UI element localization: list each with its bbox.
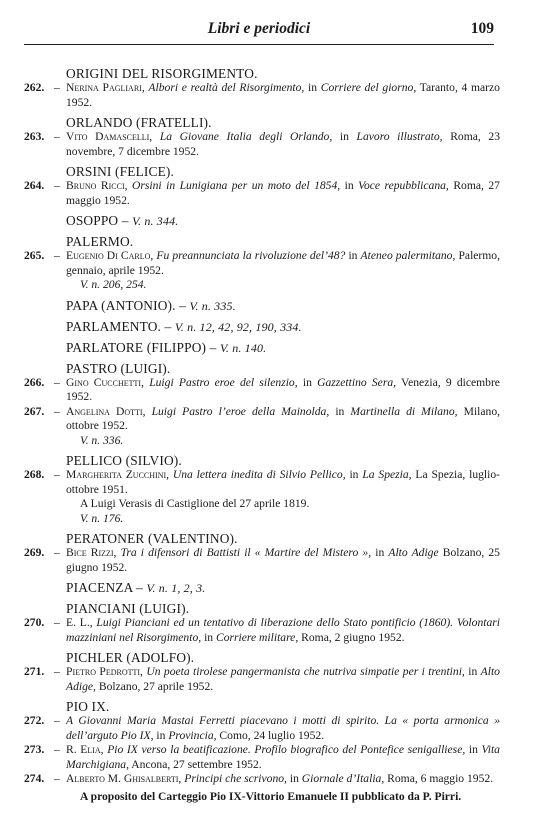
entry-body <box>66 130 500 159</box>
entry-author: Bice Rizzi, <box>66 546 117 559</box>
entry-number: 274. <box>24 772 45 785</box>
entry-body <box>66 546 500 575</box>
entry-source: Vita Marchigiana, <box>66 743 500 771</box>
entry-dash: – <box>54 468 60 481</box>
entry-connector: in <box>349 468 359 481</box>
section-heading-text: PICHLER (ADOLFO). <box>66 650 195 665</box>
entry-source: Corriere del giorno, <box>320 81 417 94</box>
entry-body <box>66 376 500 405</box>
entry-title: Principi che scrivono, <box>184 772 287 785</box>
entry-author: E. L., <box>66 616 93 629</box>
entry-dash: – <box>54 404 60 418</box>
entry-number: 269. <box>24 546 45 559</box>
running-title: Libri e periodici <box>207 20 311 37</box>
entry-source: Gazzettino Sera, <box>317 375 397 389</box>
entry-connector: in <box>302 375 312 389</box>
section-heading <box>66 699 500 714</box>
entry-dash: – <box>54 546 60 559</box>
entry-place-date: Bolzano, 27 aprile 1952. <box>98 679 214 693</box>
entry-title: Tra i difensori di Battisti il « Martire del Mistero », <box>120 546 372 559</box>
entry-body <box>66 616 500 645</box>
entry-number: 267. <box>24 404 45 418</box>
entry-dash: – <box>54 665 60 678</box>
entry-cross-reference: V. n. 176. <box>80 511 124 525</box>
entry-dash: – <box>54 743 60 756</box>
section-heading-text: PALERMO. <box>66 234 134 249</box>
entry-note: A Luigi Verasis di Castiglione del 27 aprile 1819. <box>80 497 310 510</box>
bibliography-entry <box>24 665 500 694</box>
bibliography-entry <box>24 743 500 772</box>
entry-connector: in <box>339 130 349 143</box>
section-heading <box>66 361 500 376</box>
entry-place-date: Roma, 6 maggio 1952. <box>387 772 494 785</box>
section-heading-text: ORIGINI DEL RISORGIMENTO. <box>66 66 258 81</box>
entry-body <box>66 468 500 497</box>
section-heading-text: PELLICO (SILVIO). <box>66 453 182 468</box>
bibliography-entry <box>24 179 500 208</box>
entry-place-date: Milano, ottobre 1952. <box>66 404 501 432</box>
entry-body <box>66 179 500 208</box>
entry-note: A proposito del Carteggio Pio IX-Vittorio Emanuele II pubblicato da P. Pirri. <box>80 789 462 803</box>
entry-place-date: La Spezia, luglio-ottobre 1951. <box>66 468 501 496</box>
entry-body <box>66 249 500 278</box>
entry-author: Margherita Zucchini, <box>66 468 170 481</box>
entry-connector: in <box>335 404 345 418</box>
entry-source: Alto Adige, <box>66 665 500 693</box>
bibliography-entry <box>24 772 500 804</box>
bibliography-entry <box>24 249 500 293</box>
entry-author: R. Elia, <box>66 743 104 756</box>
bibliography-entry <box>24 405 500 449</box>
entry-source: Voce repubblicana, <box>358 179 449 192</box>
entry-cross-reference: V. n. 336. <box>80 433 124 447</box>
section-heading-text: PERATONER (VALENTINO). <box>66 531 238 546</box>
entry-connector: in <box>344 179 354 192</box>
entry-title: Luigi Pastro l’eroe della Mainolda, <box>151 404 330 418</box>
bibliography-entry <box>24 468 500 526</box>
section-heading-text: PARLAMENTO. <box>66 318 162 334</box>
entry-place-date: Taranto, 4 marzo 1952. <box>66 81 500 109</box>
section-heading-text: ORLANDO (FRATELLI). <box>66 115 212 130</box>
entry-dash: – <box>54 375 60 389</box>
entry-source: Giornale d’Italia, <box>301 772 385 785</box>
entry-title: Luigi Pianciani ed un tentativo di liberazione dello Stato pontificio (1860). Volontari mazziniani nel Risorgimento, <box>66 616 500 644</box>
page-number: 109 <box>470 20 494 37</box>
entry-connector: in <box>348 249 358 262</box>
cross-reference: V. n. 1, 2, 3. <box>146 581 206 595</box>
entry-author: Alberto M. Ghisalberti, <box>66 772 182 785</box>
entry-body <box>66 772 500 787</box>
entry-body <box>66 714 500 743</box>
section-heading-text: PARLATORE (FILIPPO) <box>66 339 207 355</box>
bibliography-list <box>24 62 500 804</box>
entry-title: Pio IX verso la beatificazione. Profilo biografico del Pontefice senigalliese, <box>107 743 466 756</box>
entry-number: 264. <box>24 179 45 192</box>
entry-dash: – <box>54 81 60 94</box>
bibliography-entry <box>24 714 500 743</box>
entry-connector: in <box>204 630 214 644</box>
section-heading <box>66 164 500 179</box>
section-heading: PARLAMENTO. – V. n. 12, 42, 92, 190, 334. <box>66 318 302 334</box>
entry-title: La Giovane Italia degli Orlando, <box>159 130 333 143</box>
bibliography-entry <box>24 130 500 159</box>
entry-title: Luigi Pastro eroe del silenzio, <box>149 375 298 389</box>
entry-title: Orsini in Lunigiana per un moto del 1854, <box>132 179 341 192</box>
entry-source: Provincia, <box>168 728 217 742</box>
bibliography-entry <box>24 376 500 405</box>
entry-connector: in <box>468 665 478 678</box>
entry-dash: – <box>54 130 60 143</box>
entry-dash: – <box>54 179 60 192</box>
entry-place-date: Roma, 27 maggio 1952. <box>66 179 500 207</box>
entry-author: Pietro Pedrotti, <box>66 665 143 678</box>
entry-author: Eugenio Di Carlo, <box>66 249 154 262</box>
section-heading: OSOPPO – V. n. 344. <box>66 213 179 228</box>
entry-title: Un poeta tirolese pangermanista che nutriva simpatie per i trentini, <box>146 665 465 678</box>
section-heading <box>66 650 500 665</box>
entry-body <box>66 405 500 434</box>
section-heading-text: PIANCIANI (LUIGI). <box>66 601 190 616</box>
section-heading-text: PIO IX. <box>66 699 110 714</box>
section-heading-text: PIACENZA <box>66 580 133 595</box>
entry-connector: in <box>289 772 299 785</box>
entry-source: Lavoro illustrato, <box>356 130 443 143</box>
entry-number: 266. <box>24 375 45 389</box>
entry-source: Ateneo palermitano, <box>360 249 456 262</box>
entry-body <box>66 743 500 772</box>
section-heading <box>66 453 500 468</box>
entry-title: Una lettera inedita di Silvio Pellico, <box>172 468 346 481</box>
entry-source: Alto Adige <box>388 546 439 559</box>
entry-connector: in <box>308 81 318 94</box>
entry-source: La Spezia, <box>362 468 412 481</box>
entry-connector: in <box>156 728 166 742</box>
entry-dash: – <box>54 249 60 262</box>
entry-title: Albori e realtà del Risorgimento, <box>148 81 305 94</box>
entry-dash: – <box>54 772 60 785</box>
entry-source: Martinella di Milano, <box>350 404 458 418</box>
entry-place-date: Palermo, gennaio, aprile 1952. <box>66 249 501 277</box>
section-heading: PARLATORE (FILIPPO) – V. n. 140. <box>66 339 267 355</box>
entry-number: 273. <box>24 743 45 756</box>
entry-place-date: Ancona, 27 settembre 1952. <box>131 757 262 771</box>
entry-dash: – <box>54 616 60 629</box>
entry-place-date: Venezia, 9 dicembre 1952. <box>66 375 500 403</box>
section-heading <box>66 531 500 546</box>
entry-body <box>66 81 500 110</box>
cross-reference: V. n. 140. <box>219 340 267 355</box>
entry-author: Angelina Dotti, <box>66 404 146 418</box>
section-heading-text: OSOPPO <box>66 213 119 228</box>
entry-number: 262. <box>24 81 45 94</box>
section-heading-text: PAPA (ANTONIO). <box>66 297 176 313</box>
entry-author: Nerina Pagliari, <box>66 81 145 94</box>
page-header <box>24 20 494 42</box>
entry-number: 268. <box>24 468 45 481</box>
entry-connector: in <box>468 743 478 756</box>
bibliography-entry <box>24 81 500 110</box>
entry-place-date: Como, 24 luglio 1952. <box>219 728 325 742</box>
entry-source: Corriere militare, <box>216 630 299 644</box>
section-heading-text: ORSINI (FELICE). <box>66 164 175 179</box>
section-heading <box>66 234 500 249</box>
entry-number: 263. <box>24 130 45 143</box>
entry-number: 265. <box>24 249 45 262</box>
entry-dash: – <box>54 714 60 727</box>
section-heading-text: PASTRO (LUIGI). <box>66 360 171 376</box>
section-heading <box>66 601 500 616</box>
section-heading: PAPA (ANTONIO). – V. n. 335. <box>66 297 236 313</box>
section-heading <box>66 115 500 130</box>
entry-author: Gino Cucchetti, <box>66 375 144 389</box>
entry-place-date: Roma, 2 giugno 1952. <box>301 630 405 644</box>
bibliography-entry <box>24 616 500 645</box>
header-rule <box>24 44 494 45</box>
entry-place-date: Bolzano, 25 giugno 1952. <box>66 546 500 574</box>
entry-title: Fu preannunciata la rivoluzione del’48? <box>156 249 346 262</box>
entry-title: A Giovanni Maria Mastai Ferretti piacevano i motti di spirito. La « porta armonica » dell’arguto Pio IX, <box>66 714 500 742</box>
entry-number: 271. <box>24 665 45 678</box>
entry-author: Bruno Ricci, <box>66 179 128 192</box>
entry-cross-reference: V. n. 206, 254. <box>80 278 147 291</box>
cross-reference: V. n. 335. <box>189 298 236 313</box>
section-heading: PIACENZA – V. n. 1, 2, 3. <box>66 580 206 595</box>
entry-author: Vito Damascelli, <box>66 130 153 143</box>
section-heading <box>66 66 500 81</box>
cross-reference: V. n. 12, 42, 92, 190, 334. <box>174 319 302 334</box>
entry-body <box>66 665 500 694</box>
entry-place-date: Roma, 23 novembre, 7 dicembre 1952. <box>66 130 500 158</box>
entry-number: 272. <box>24 714 45 727</box>
bibliography-entry <box>24 546 500 575</box>
cross-reference: V. n. 344. <box>132 214 179 228</box>
entry-number: 270. <box>24 616 45 629</box>
entry-connector: in <box>375 546 385 559</box>
